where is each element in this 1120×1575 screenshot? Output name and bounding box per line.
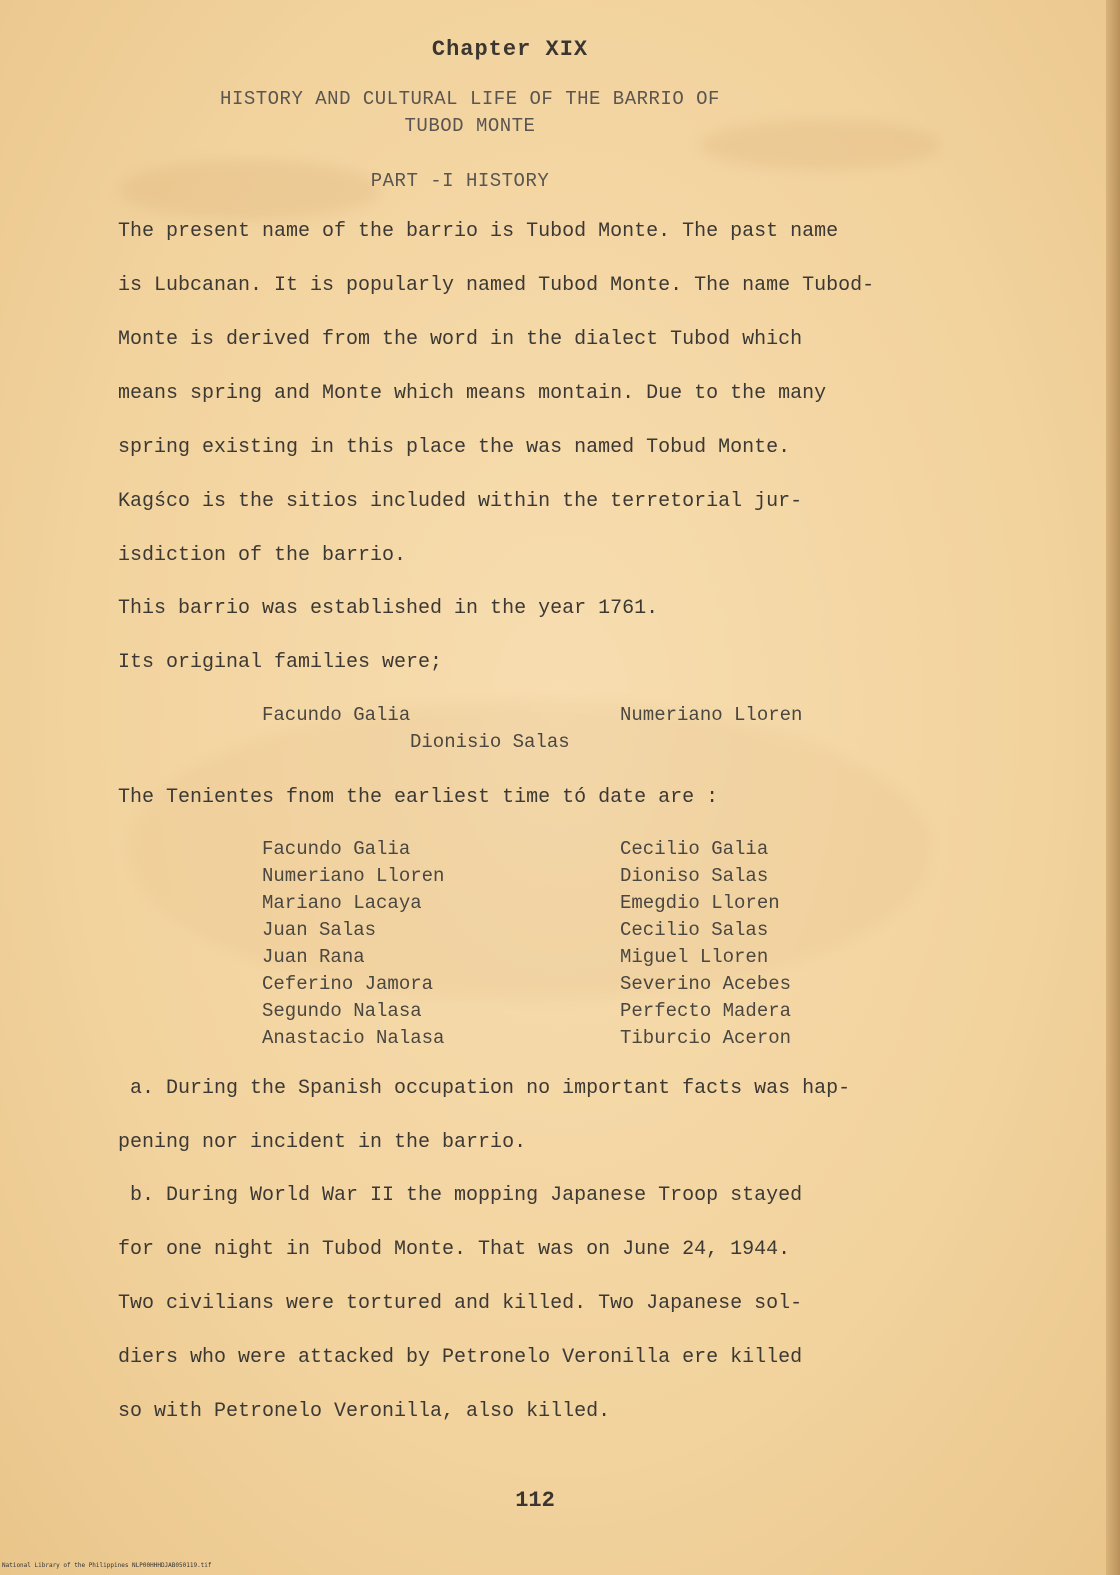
paragraph-line: is Lubcanan. It is popularly named Tubod Monte. The name Tubod-	[118, 274, 875, 297]
teniente-name: Segundo Nalasa	[262, 1000, 422, 1022]
item-b-line: so with Petronelo Veronilla, also killed.	[118, 1400, 611, 1423]
scan-footer: National Library of the Philippines NLP00HHHDJAB050119.tif	[2, 1562, 212, 1569]
title-line-2: TUBOD MONTE	[404, 115, 536, 137]
teniente-name: Cecilio Salas	[620, 919, 769, 941]
item-a-line: pening nor incident in the barrio.	[118, 1131, 527, 1154]
paragraph-line: spring existing in this place the was named Tobud Monte.	[118, 436, 791, 459]
family-name: Facundo Galia	[262, 704, 411, 726]
item-b-line: diers who were attacked by Petronelo Veronilla ere killed	[118, 1346, 803, 1369]
teniente-name: Dioniso Salas	[620, 865, 769, 887]
part-heading: PART -I HISTORY	[370, 170, 550, 192]
teniente-name: Juan Rana	[262, 946, 365, 968]
teniente-name: Emegdio Lloren	[620, 892, 780, 914]
chapter-heading: Chapter XIX	[431, 37, 589, 62]
families-intro: Its original families were;	[118, 651, 443, 674]
family-name: Dionisio Salas	[410, 731, 570, 753]
teniente-name: Numeriano Lloren	[262, 865, 445, 887]
teniente-name: Perfecto Madera	[620, 1000, 792, 1022]
established-line: This barrio was established in the year 1761.	[118, 597, 659, 620]
item-b-line: for one night in Tubod Monte. That was on June 24, 1944.	[118, 1238, 791, 1261]
teniente-name: Tiburcio Aceron	[620, 1027, 792, 1049]
teniente-name: Severino Acebes	[620, 973, 792, 995]
teniente-name: Juan Salas	[262, 919, 377, 941]
item-b-line: b. During World War II the mopping Japanese Troop stayed	[130, 1184, 803, 1207]
title-line-1: HISTORY AND CULTURAL LIFE OF THE BARRIO OF	[220, 88, 720, 110]
paragraph-line: Monte is derived from the word in the dialect Tubod which	[118, 328, 803, 351]
tenientes-intro: The Tenientes fnom the earliest time tó date are :	[118, 786, 719, 809]
family-name: Numeriano Lloren	[620, 704, 803, 726]
teniente-name: Cecilio Galia	[620, 838, 769, 860]
page-number: 112	[515, 1488, 555, 1513]
paragraph-line: The present name of the barrio is Tubod Monte. The past name	[118, 220, 839, 243]
teniente-name: Miguel Lloren	[620, 946, 769, 968]
teniente-name: Anastacio Nalasa	[262, 1027, 445, 1049]
paragraph-line: isdiction of the barrio.	[118, 544, 407, 567]
teniente-name: Mariano Lacaya	[262, 892, 422, 914]
item-a-line: a. During the Spanish occupation no important facts was hap-	[130, 1077, 851, 1100]
paragraph-line: Kagśco is the sitios included within the terretorial jur-	[118, 490, 803, 513]
item-b-line: Two civilians were tortured and killed. Two Japanese sol-	[118, 1292, 803, 1315]
teniente-name: Ceferino Jamora	[262, 973, 434, 995]
teniente-name: Facundo Galia	[262, 838, 411, 860]
page-edge	[1106, 0, 1120, 1575]
paragraph-line: means spring and Monte which means montain. Due to the many	[118, 382, 827, 405]
